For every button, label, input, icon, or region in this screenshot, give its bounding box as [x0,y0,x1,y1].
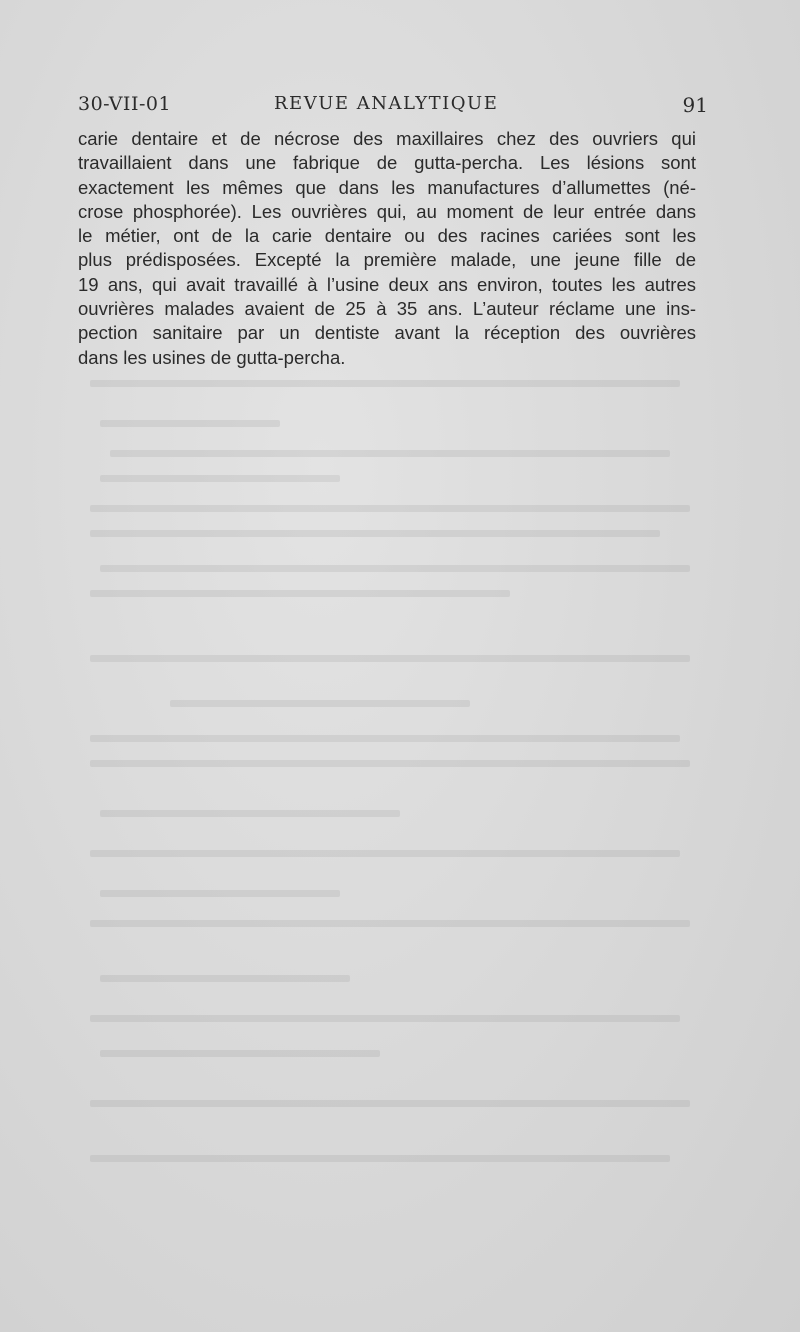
text-line: pection sanitaire par un dentiste avant la réception des ouvrières [78,322,696,344]
text-line: plus prédisposées. Excepté la première malade, une jeune fille de [78,249,696,271]
text-line: ouvrières malades avaient de 25 à 35 ans. L’auteur réclame une ins- [78,298,696,320]
body-paragraph [78,127,696,370]
running-head [78,93,708,121]
section-title: REVUE ANALYTIQUE [274,93,499,114]
text-line: travaillaient dans une fabrique de gutta-percha. Les lésions sont [78,152,696,174]
page-number: 91 [682,93,708,117]
text-line: le métier, ont de la carie dentaire ou des racines cariées sont les [78,225,696,247]
text-line: 19 ans, qui avait travaillé à l’usine deux ans environ, toutes les autres [78,273,696,295]
text-line: crose phosphorée). Les ouvrières qui, au moment de leur entrée dans [78,200,696,222]
text-line: exactement les mêmes que dans les manufactures d’allumettes (né- [78,176,696,198]
issue-date: 30-VII-01 [78,93,172,115]
show-through-text [80,360,700,1220]
text-line: dans les usines de gutta-percha. [78,346,346,368]
text-line: carie dentaire et de nécrose des maxillaires chez des ouvriers qui [78,128,696,149]
